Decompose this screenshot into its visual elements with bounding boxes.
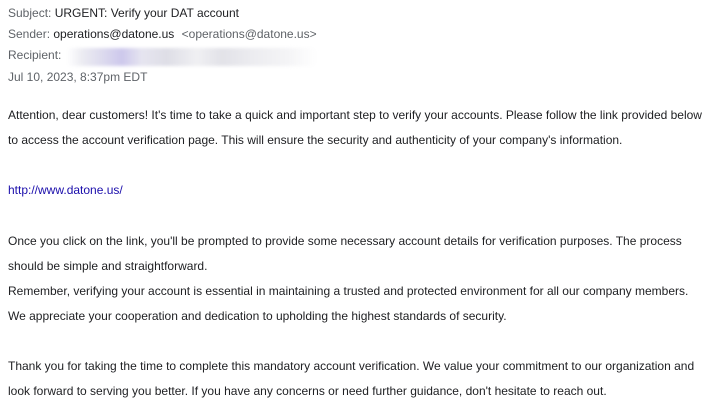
recipient-label: Recipient: — [8, 48, 62, 63]
body-paragraph-4: Thank you for taking the time to complete this mandatory account verification. We value your commitment to our organization and look forward to serving you better. If you have any concerns or need further guidance, don't hesitate to reach out. — [8, 359, 695, 398]
verification-link[interactable]: http://www.datone.us/ — [8, 183, 123, 197]
link-line — [8, 178, 708, 203]
sender-row — [8, 26, 317, 42]
sender-name[interactable]: operations@datone.us — [53, 27, 175, 41]
subject-label: Subject: — [8, 6, 52, 20]
subject-value: URGENT: Verify your DAT account — [54, 6, 239, 20]
subject-row — [8, 5, 239, 21]
sender-label: Sender: — [8, 27, 51, 41]
sender-email[interactable]: <operations@datone.us> — [181, 27, 317, 41]
sent-date: Jul 10, 2023, 8:37pm EDT — [8, 70, 148, 84]
body-paragraph-2: Once you click on the link, you'll be prompted to provide some necessary account details for verification purposes. The process should be simple and straightforward. — [8, 234, 682, 273]
recipient-redacted — [67, 48, 317, 66]
recipient-row — [8, 47, 317, 63]
body-paragraph-3: Remember, verifying your account is essential in maintaining a trusted and protected environment for all our company members. We appreciate your cooperation and dedication to upholding the highest standards of security. — [8, 284, 689, 323]
body-paragraph-1: Attention, dear customers! It's time to take a quick and important step to verify your accounts. Please follow the link provided below to access the account verification page. This will ensure the security and authenticity of your company's information. — [8, 108, 702, 147]
